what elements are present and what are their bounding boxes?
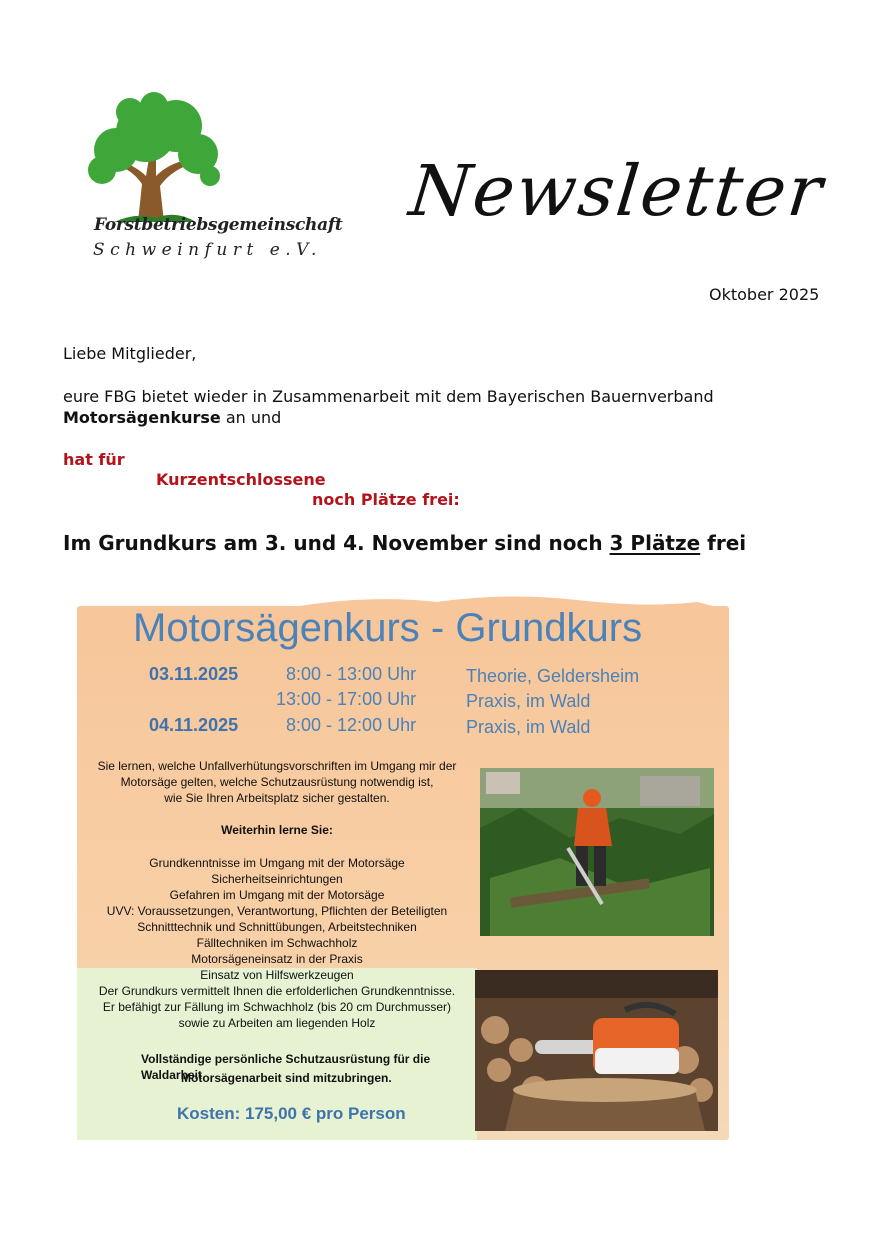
schedule-time-3: 8:00 - 12:00 Uhr xyxy=(286,715,417,735)
schedule-time-1: 8:00 - 13:00 Uhr xyxy=(286,664,417,684)
intro-rest: an und xyxy=(220,408,282,427)
heading-post: frei xyxy=(700,531,747,555)
greeting: Liebe Mitglieder, xyxy=(63,344,197,363)
schedule-date-3: 04.11.2025 xyxy=(149,715,239,735)
flyer-title: Motorsägenkurs - Grundkurs xyxy=(133,606,643,650)
schedule-time-2: 13:00 - 17:00 Uhr xyxy=(276,689,417,709)
topic-item: UVV: Voraussetzungen, Verantwortung, Pflichten der Beteiligten xyxy=(106,904,448,918)
forest-worker-chainsaw-photo xyxy=(480,768,714,936)
heading-pre: Im Grundkurs am 3. und 4. November sind noch xyxy=(63,531,610,555)
equipment-line-1: Vollständige persönliche Schutzausrüstung für die xyxy=(141,1052,431,1066)
course-heading xyxy=(63,531,746,555)
intro-text-line: Sie lernen, welche Unfallverhütungsvorschriften im Umgang mir der xyxy=(97,759,457,773)
topics-list xyxy=(77,855,477,1031)
logo-name: Forstbetriebsgemeinschaft xyxy=(94,215,343,235)
topic-item: Grundkenntnisse im Umgang mit der Motorsäge xyxy=(149,856,405,870)
topic-item: Sicherheitseinrichtungen xyxy=(211,872,343,886)
topic-item: Er befähigt zur Fällung im Schwachholz (bis 20 cm Durchmusser) xyxy=(102,1000,452,1014)
intro-text-line: wie Sie Ihren Arbeitsplatz sicher gestalten. xyxy=(164,791,390,805)
heading-underlined: 3 Plätze xyxy=(609,531,701,555)
schedule-date-1: 03.11.2025 xyxy=(149,664,239,684)
intro-line: eure FBG bietet wieder in Zusammenarbeit mit dem Bayerischen Bauernverband xyxy=(63,387,714,406)
topic-item: Der Grundkurs vermittelt Ihnen die erfolderlichen Grundkenntnisse. xyxy=(98,984,456,998)
intro-bold: Motorsägenkurse xyxy=(63,408,221,427)
topic-item: Motorsägeneinsatz in der Praxis xyxy=(191,952,363,966)
topic-item: sowie zu Arbeiten am liegenden Holz xyxy=(178,1016,376,1030)
flyer-subheading: Weiterhin lerne Sie: xyxy=(221,823,333,837)
flyer-intro xyxy=(77,758,477,806)
topic-item: Schnitttechnik und Schnittübungen, Arbeitstechniken xyxy=(137,920,417,934)
schedule-place-1: Theorie, Geldersheim xyxy=(466,666,640,686)
topic-item: Einsatz von Hilfswerkzeugen xyxy=(200,968,354,982)
newsletter-date: Oktober 2025 xyxy=(709,285,820,304)
equipment-line-2: Motorsägenarbeit sind mitzubringen. xyxy=(181,1071,392,1085)
chainsaw-on-stump-photo xyxy=(475,970,718,1131)
intro-text-line: Motorsäge gelten, welche Schutzausrüstung notwendig ist, xyxy=(120,775,434,789)
equipment-overlap: Waldarbeit xyxy=(141,1068,202,1082)
intro-line-2 xyxy=(63,408,281,427)
topic-item: Fälltechniken im Schwachholz xyxy=(196,936,358,950)
logo-city: Schweinfurt e.V. xyxy=(93,240,322,260)
red-line-1: hat für xyxy=(63,450,125,469)
newsletter-title: Newsletter xyxy=(405,150,828,232)
schedule-place-2: Praxis, im Wald xyxy=(466,691,591,711)
red-line-2: Kurzentschlossene xyxy=(156,470,326,489)
course-cost: Kosten: 175,00 € pro Person xyxy=(177,1104,406,1123)
oak-tree-icon xyxy=(76,92,306,222)
red-line-3: noch Plätze frei: xyxy=(312,490,460,509)
topic-item: Gefahren im Umgang mit der Motorsäge xyxy=(169,888,385,902)
schedule-place-3: Praxis, im Wald xyxy=(466,717,591,737)
course-flyer xyxy=(77,588,729,1140)
